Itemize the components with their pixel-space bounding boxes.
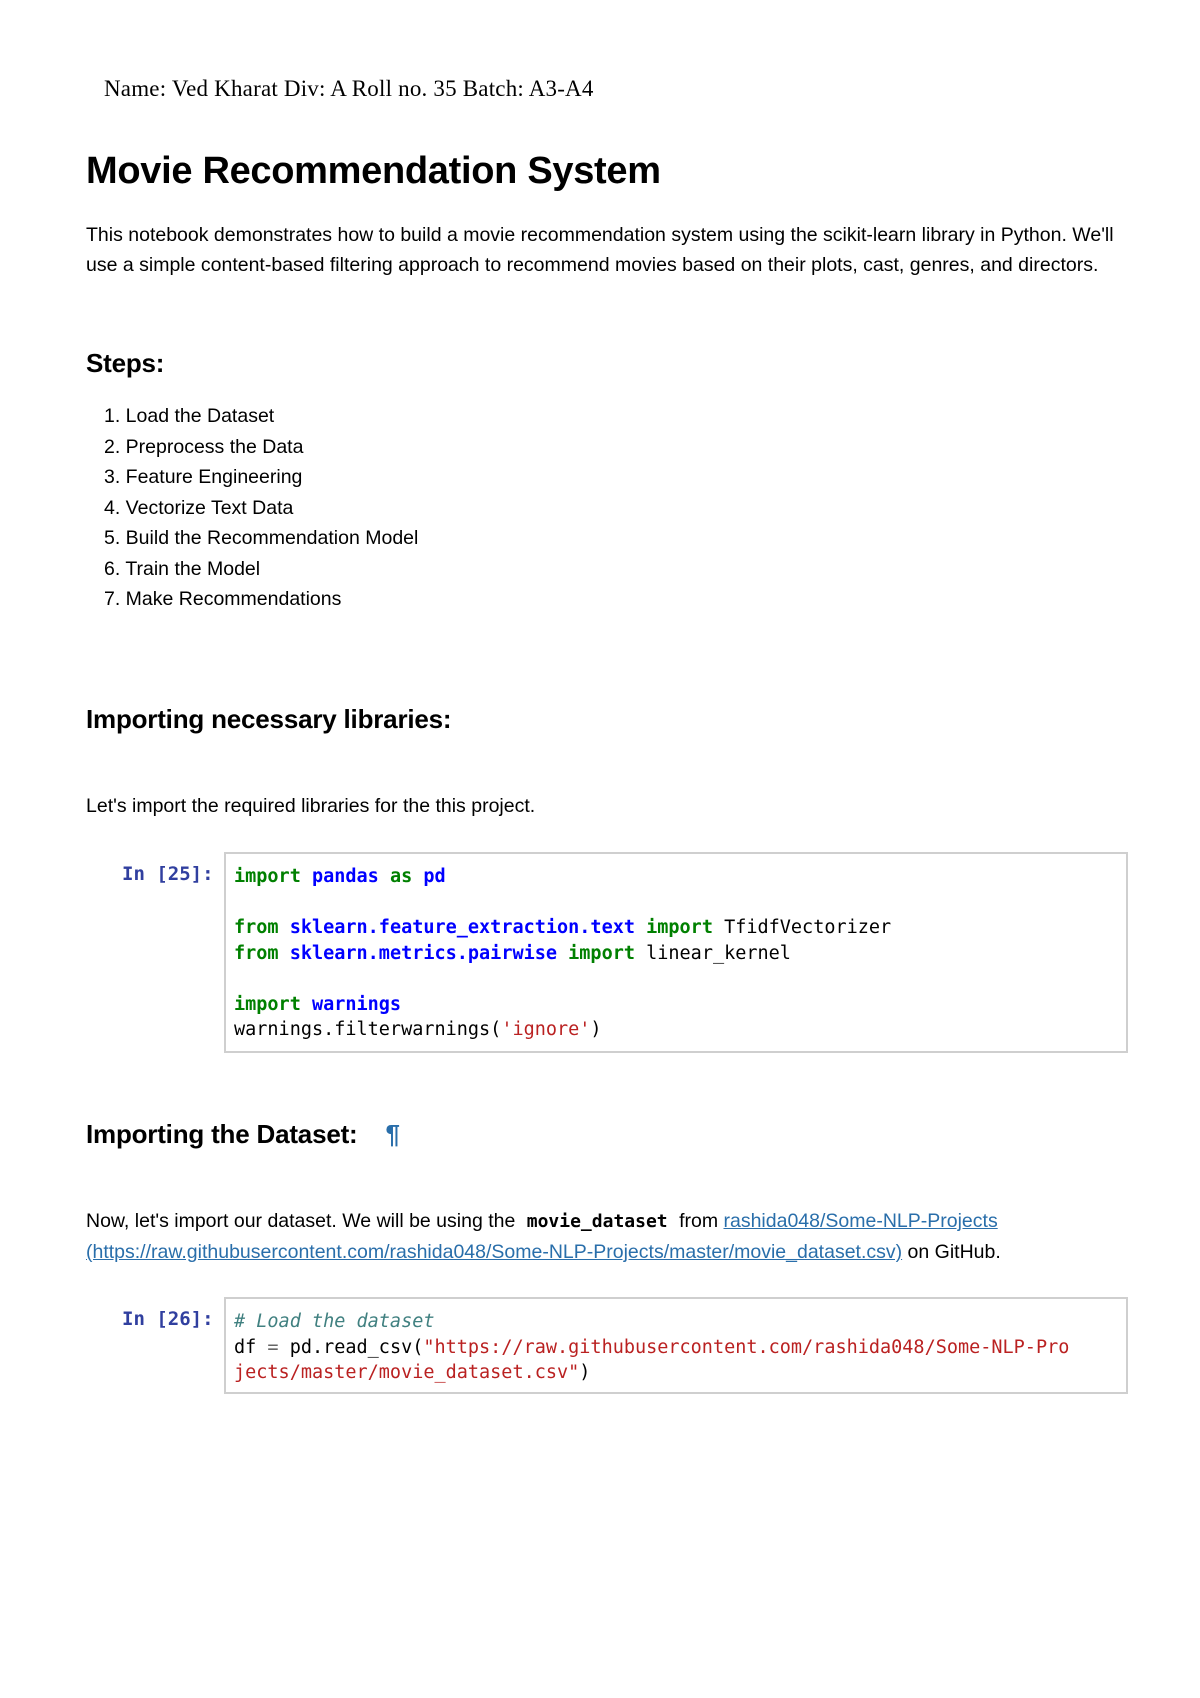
anchor-link-pilcrow[interactable]: ¶ bbox=[385, 1119, 400, 1149]
list-item: 1. Load the Dataset bbox=[104, 405, 275, 427]
code-line bbox=[234, 941, 1118, 967]
code-call: warnings.filterwarnings( bbox=[234, 1019, 502, 1040]
code-line bbox=[234, 1017, 1118, 1043]
page-title: Movie Recommendation System bbox=[86, 150, 661, 192]
list-item: 6. Train the Model bbox=[104, 557, 261, 580]
list-item: 7. Make Recommendations bbox=[104, 588, 342, 610]
code-cell-25[interactable] bbox=[224, 852, 1128, 1053]
code-variable: df bbox=[234, 1336, 268, 1358]
dataset-text-from: from bbox=[679, 1210, 719, 1232]
code-keyword: import bbox=[234, 993, 301, 1015]
code-blank-line bbox=[234, 966, 1118, 992]
code-paren: ) bbox=[579, 1362, 591, 1383]
code-module: sklearn.feature_extraction.text bbox=[289, 917, 635, 938]
code-line bbox=[234, 1335, 1118, 1361]
code-keyword: from bbox=[234, 942, 279, 964]
importing-libraries-text: Let's import the required libraries for the this project. bbox=[86, 795, 536, 817]
code-call: pd.read_csv( bbox=[278, 1336, 424, 1358]
code-module: warnings bbox=[311, 993, 402, 1015]
cell-prompt-25: In [25]: bbox=[122, 863, 214, 885]
code-line bbox=[234, 864, 1118, 890]
importing-dataset-heading bbox=[86, 1119, 400, 1150]
dataset-text-after: on GitHub. bbox=[907, 1241, 1001, 1263]
code-operator: = bbox=[267, 1336, 279, 1358]
dataset-text-before: Now, let's import our dataset. We will be using the bbox=[86, 1210, 516, 1232]
list-item: 3. Feature Engineering bbox=[104, 466, 303, 488]
code-line bbox=[234, 1360, 1118, 1386]
code-string: "https://raw.githubusercontent.com/rashida048/Some-NLP-Pro bbox=[423, 1336, 1070, 1358]
code-blank-line bbox=[234, 890, 1118, 916]
steps-list bbox=[104, 401, 418, 615]
code-keyword: as bbox=[389, 866, 413, 887]
steps-heading: Steps: bbox=[86, 348, 165, 378]
code-module: sklearn.metrics.pairwise bbox=[289, 942, 558, 964]
code-name: linear_kernel bbox=[646, 942, 791, 964]
code-keyword: import bbox=[646, 917, 713, 938]
cell-prompt-26: In [26]: bbox=[122, 1308, 214, 1330]
code-string: 'ignore' bbox=[501, 1019, 591, 1040]
dataset-github-link[interactable]: rashida048/Some-NLP-Projects (https://raw.githubusercontent.com/rashida048/Some-NLP-Projects/master/movie_dataset.csv) bbox=[86, 1210, 998, 1263]
importing-libraries-heading: Importing necessary libraries: bbox=[86, 704, 452, 734]
code-string: jects/master/movie_dataset.csv" bbox=[234, 1362, 580, 1383]
code-name: TfidfVectorizer bbox=[724, 917, 892, 938]
importing-dataset-heading-text: Importing the Dataset: bbox=[86, 1119, 358, 1149]
code-paren: ) bbox=[590, 1019, 602, 1040]
student-info-header: Name: Ved Kharat Div: A Roll no. 35 Batch: A3-A4 bbox=[104, 76, 594, 101]
list-item: 5. Build the Recommendation Model bbox=[104, 527, 419, 549]
importing-dataset-text bbox=[86, 1206, 1146, 1267]
intro-paragraph: This notebook demonstrates how to build a movie recommendation system using the scikit-learn library in Python. We'll use a simple content-based filtering approach to recommend movies based on their plots, cast, genres, and directors. bbox=[86, 224, 1114, 276]
code-keyword: import bbox=[568, 942, 635, 964]
dataset-code-name: movie_dataset bbox=[526, 1211, 668, 1232]
code-cell-26[interactable] bbox=[224, 1297, 1128, 1394]
code-line bbox=[234, 992, 1118, 1018]
code-keyword: import bbox=[234, 866, 301, 887]
code-module: pandas bbox=[311, 866, 379, 887]
code-module: pd bbox=[423, 866, 446, 887]
list-item: 4. Vectorize Text Data bbox=[104, 496, 294, 519]
list-item: 2. Preprocess the Data bbox=[104, 435, 304, 458]
code-line bbox=[234, 1309, 1118, 1335]
code-keyword: from bbox=[234, 917, 279, 938]
code-line bbox=[234, 915, 1118, 941]
code-comment: # Load the dataset bbox=[234, 1311, 435, 1332]
